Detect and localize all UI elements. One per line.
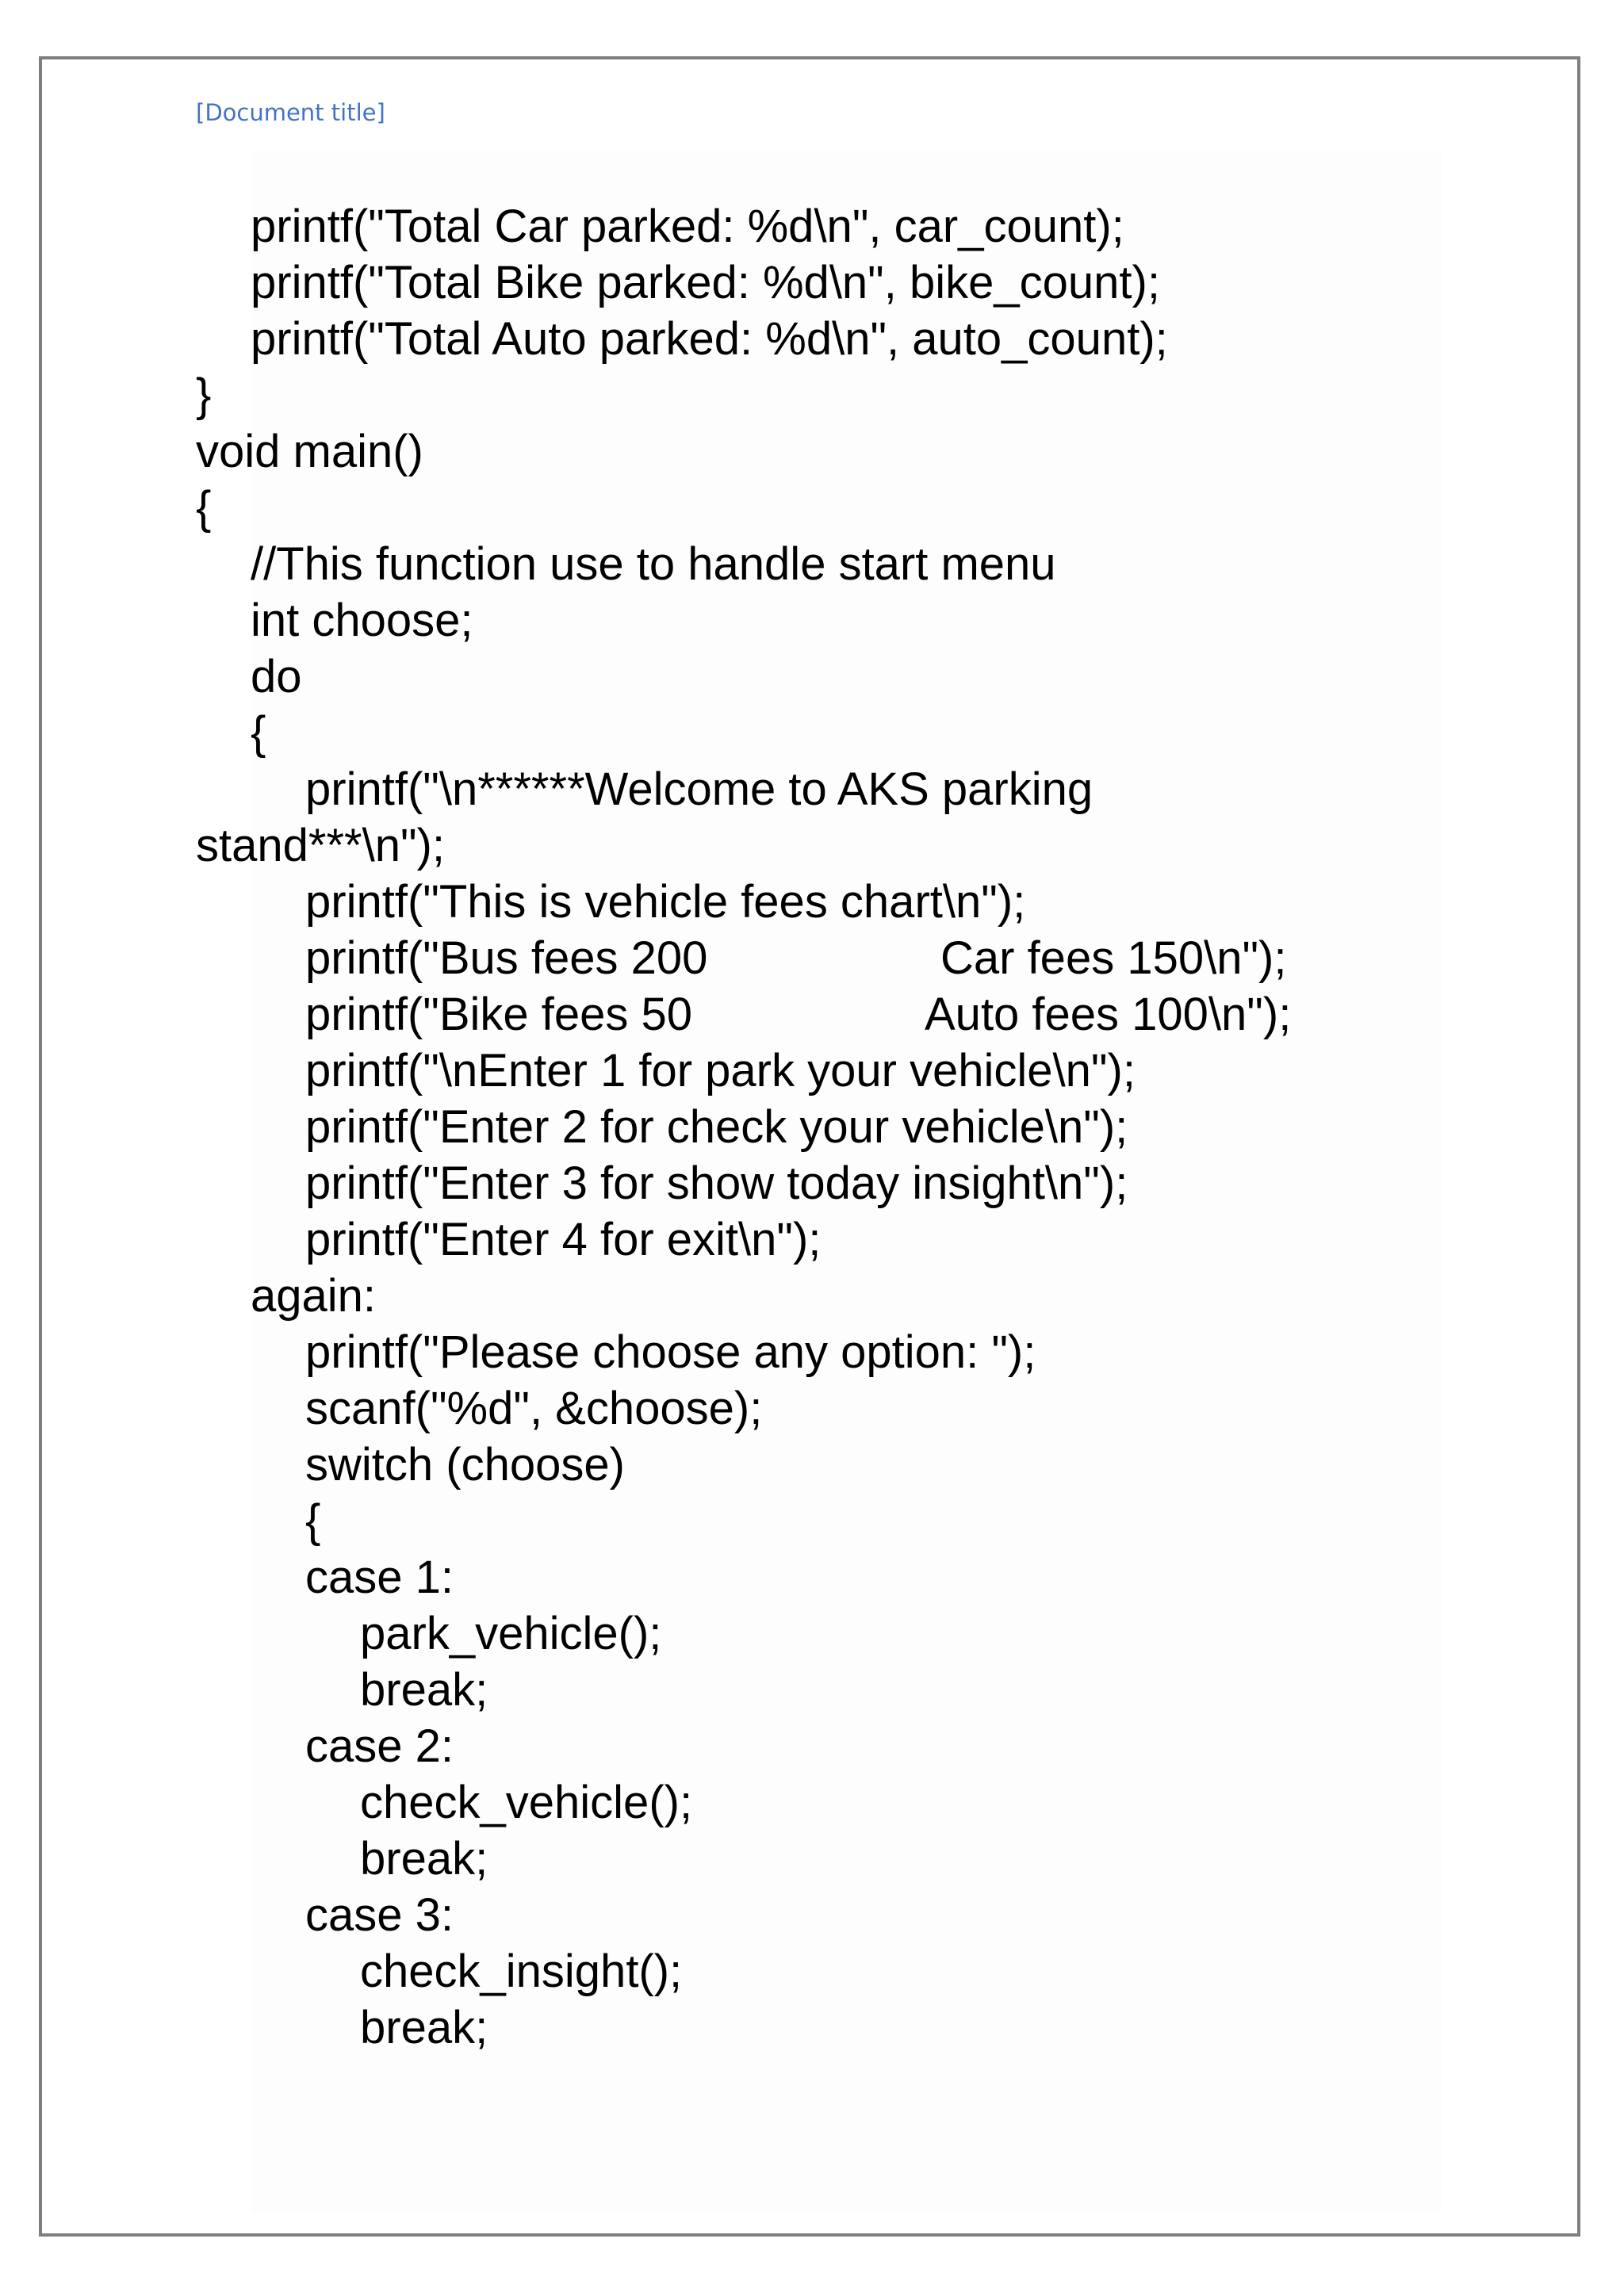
document-title-header: [Document title] xyxy=(196,99,385,126)
code-text: case 2: xyxy=(305,1720,454,1772)
code-text: { xyxy=(196,482,212,534)
code-text: check_vehicle(); xyxy=(360,1777,693,1828)
code-text: printf("Enter 4 for exit\n"); xyxy=(305,1214,822,1265)
code-text: printf("Total Bike parked: %d\n", bike_count); xyxy=(251,257,1160,308)
code-text: printf("Enter 2 for check your vehicle\n"); xyxy=(305,1101,1128,1153)
code-text: printf("Enter 3 for show today insight\n"); xyxy=(305,1158,1128,1209)
code-text: park_vehicle(); xyxy=(360,1608,662,1659)
code-text: printf("This is vehicle fees chart\n"); xyxy=(305,876,1026,928)
code-text: stand***\n"); xyxy=(196,820,445,871)
code-text: scanf("%d", &choose); xyxy=(305,1383,763,1434)
code-text: switch (choose) xyxy=(305,1439,625,1490)
code-text: //This function use to handle start menu xyxy=(251,538,1056,590)
code-text: printf("Bus fees 200 xyxy=(305,932,708,984)
code-text: printf("Total Auto parked: %d\n", auto_count); xyxy=(251,313,1168,365)
code-text-column: Auto fees 100\n"); xyxy=(925,989,1292,1040)
code-text: check_insight(); xyxy=(360,1946,683,1997)
code-text: printf("Total Car parked: %d\n", car_count); xyxy=(251,201,1124,252)
code-text: printf("\n******Welcome to AKS parking xyxy=(305,763,1094,815)
code-text: case 1: xyxy=(305,1552,454,1603)
code-text: { xyxy=(251,707,266,759)
code-text: do xyxy=(251,651,302,702)
code-text: { xyxy=(305,1495,321,1547)
code-text: break; xyxy=(360,2002,488,2053)
code-text: printf("\nEnter 1 for park your vehicle\n"); xyxy=(305,1045,1136,1096)
code-text: case 3: xyxy=(305,1889,454,1941)
code-text: int choose; xyxy=(251,595,473,646)
code-text: break; xyxy=(360,1833,488,1885)
code-text: void main() xyxy=(196,426,423,477)
code-text: break; xyxy=(360,1664,488,1716)
code-text-column: Car fees 150\n"); xyxy=(940,932,1287,984)
code-text: printf("Bike fees 50 xyxy=(305,989,693,1040)
code-text: } xyxy=(196,369,212,421)
code-text: again: xyxy=(251,1270,377,1322)
code-text: printf("Please choose any option: "); xyxy=(305,1326,1036,1378)
